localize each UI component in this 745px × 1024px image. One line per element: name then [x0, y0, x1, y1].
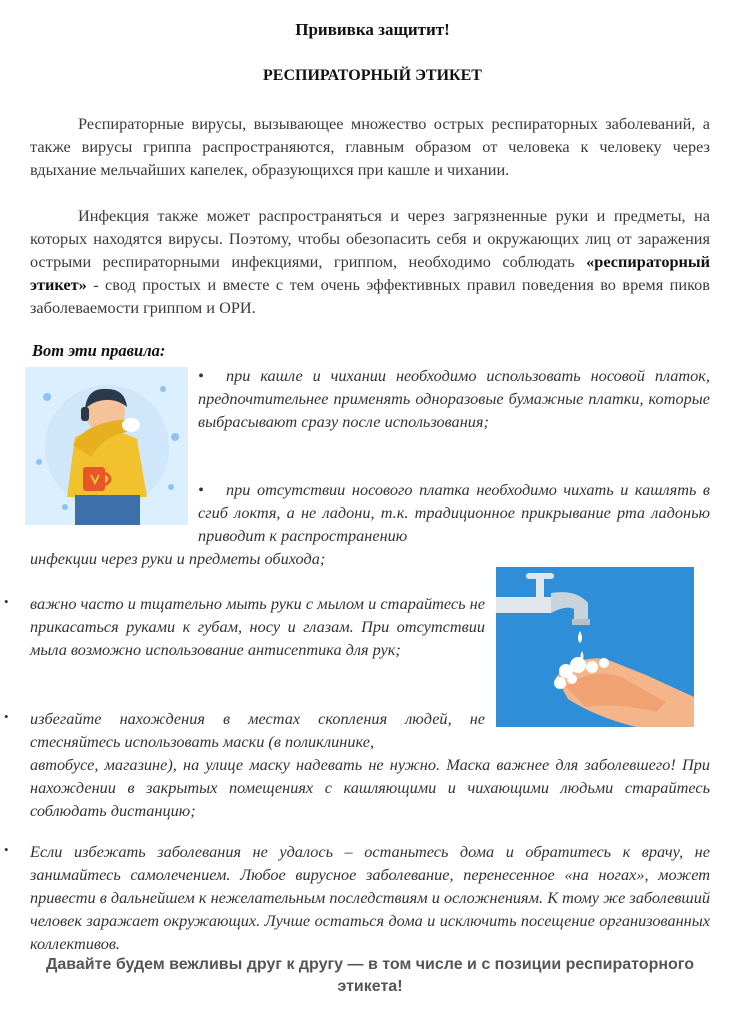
- bullet-3: •: [4, 594, 9, 609]
- rules-heading: Вот эти правила:: [32, 341, 166, 360]
- document-heading: РЕСПИРАТОРНЫЙ ЭТИКЕТ: [263, 67, 482, 84]
- rule-1-text: при кашле и чихании необходимо использовать носовой платок, предпочтительнее применять одноразовые бумажные платки, которые выбрасывают сразу после использования;: [198, 366, 710, 431]
- rule-1: [198, 364, 710, 433]
- sneezing-person-illustration: [25, 367, 188, 525]
- bullet-5: •: [4, 842, 9, 857]
- bullet-1: •: [198, 366, 204, 385]
- rule-2-continued: инфекции через руки и предметы обихода;: [30, 549, 326, 568]
- rule-2-text: при отсутствии носового платка необходимо чихать и кашлять в сгиб локтя, а не ладони, т.к. традиционное прикрывание рта ладонью приводит к распространению: [198, 480, 710, 545]
- bullet-2: •: [198, 480, 204, 499]
- respiratory-etiquette-term: «респираторный этикет»: [30, 252, 710, 294]
- intro-text-b: - свод простых и вместе с тем очень эффективных правил поведения во время пиков заболеваемости гриппом и ОРИ.: [30, 275, 710, 317]
- closing-statement: Давайте будем вежливы друг к другу — в том числе и с позиции респираторного этикета!: [45, 956, 694, 995]
- rule-4-continued: автобусе, магазине), на улице маску надевать не нужно. Маска важнее для заболевшего! При нахождении в закрытых помещениях с кашляющими и чихающими людьми старайтесь соблюдать дистанцию;: [30, 755, 710, 820]
- page-title: Прививка защитит!: [295, 20, 450, 39]
- intro-paragraph-1: Респираторные вирусы, вызывающее множество острых респираторных заболеваний, а также вирусы гриппа распространяются, главным образом от человека к человеку через вдыхание мельчайших капелек, образующихся при кашле и чихании.: [30, 114, 710, 179]
- rule-2: [198, 478, 710, 547]
- bullet-4: •: [4, 709, 9, 724]
- rule-5: Если избежать заболевания не удалось – останьтесь дома и обратитесь к врачу, не занимайтесь самолечением. Любое вирусное заболевание, перенесенное «на ногах», может привести в дальнейшем к нежелательным последствиям и осложнениям. К тому же заболевший человек заражает окружающих. Лучше остаться дома и исключить посещение организованных коллективов.: [30, 842, 710, 953]
- rule-3: важно часто и тщательно мыть руки с мылом и старайтесь не прикасаться руками к губам, носу и глазам. При отсутствии мыла возможно использование антисептика для рук;: [30, 594, 485, 659]
- intro-text-a: Инфекция также может распространяться и через загрязненные руки и предметы, на которых находятся вирусы. Поэтому, чтобы обезопасить себя и окружающих лиц от заражения острыми респираторными инфекциями, гриппом, необходимо соблюдать: [30, 206, 710, 271]
- handwashing-faucet-illustration: [496, 567, 694, 727]
- intro-paragraph-2: [30, 204, 710, 319]
- rule-4: избегайте нахождения в местах скопления людей, не стесняйтесь использовать маски (в поликлинике,: [30, 709, 485, 751]
